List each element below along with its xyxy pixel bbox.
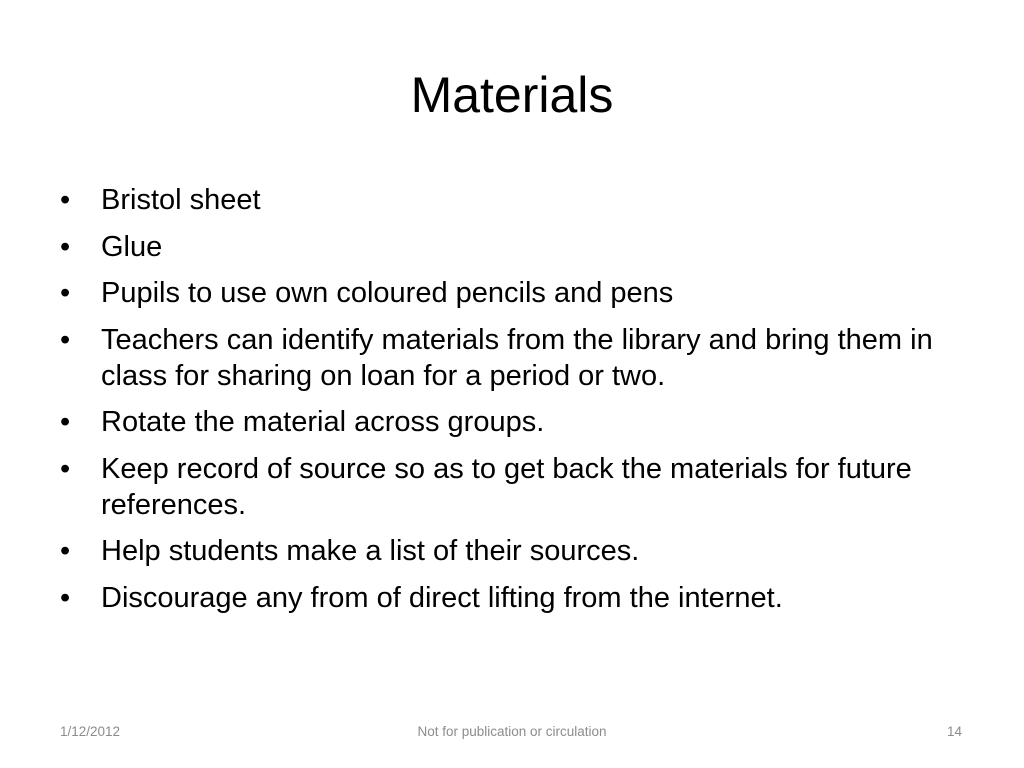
bullet-item [60,275,960,311]
bullet-text: Bristol sheet [101,184,261,216]
bullet-marker: • [60,452,71,485]
bullet-marker: • [60,277,71,309]
bullet-marker: • [60,581,71,614]
bullet-text: Keep record of source so as to get back the materials for future references. [101,452,912,521]
footer-date: 1/12/2012 [60,724,121,739]
slide-title: Materials [410,67,614,123]
bullet-text: Rotate the material across groups. [101,406,545,438]
bullet-item [60,404,960,440]
bullet-marker: • [60,230,71,263]
bullet-text: Help students make a list of their sources. [101,535,640,567]
bullet-item [60,451,960,523]
footer-page-number: 14 [946,724,962,739]
bullet-text: Pupils to use own coloured pencils and pens [101,277,674,309]
bullet-item [60,322,960,394]
bullet-item [60,533,960,569]
bullet-text: Discourage any from of direct lifting from the internet. [101,581,783,614]
bullet-marker: • [60,323,71,356]
footer-notice: Not for publication or circulation [417,724,607,739]
bullet-marker: • [60,184,71,216]
bullet-item [60,182,960,218]
bullet-item [60,580,960,616]
bullet-text: Glue [101,230,163,263]
bullet-list [60,182,960,626]
bullet-text: Teachers can identify materials from the library and bring them in class for sharing on loan for a period or two. [101,323,933,392]
bullet-marker: • [60,406,71,438]
bullet-item [60,229,960,265]
bullet-marker: • [60,535,71,567]
